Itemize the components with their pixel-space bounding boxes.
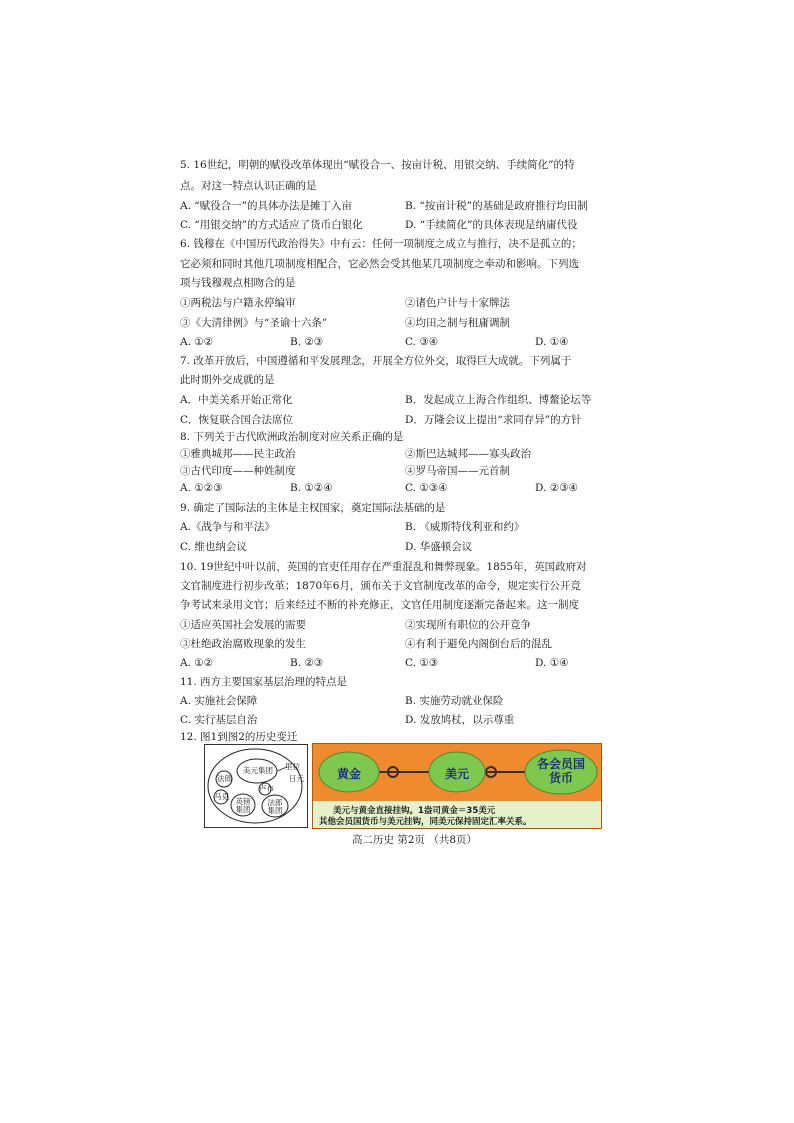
q9-option-c: C. 维也纳会议 — [180, 541, 247, 553]
q10-stem-line3: 争考试来录用文官；后来经过不断的补充修正，文官任用制度逐渐完备起来。这一制度 — [180, 599, 579, 611]
q9-option-d: D. 华盛顿会议 — [405, 541, 473, 553]
q6-item-2: ②诸色户计与十家牌法 — [405, 297, 510, 309]
q6-item-1: ①两税法与户籍永停编审 — [180, 297, 296, 309]
q5-stem-line1: 5. 16世纪，明朝的赋役改革体现出“赋役合一、按亩计税、用银交纳、手续简化”的特 — [180, 159, 575, 171]
q9-stem-line1: 9. 确定了国际法的主体是主权国家，奠定国际法基础的是 — [180, 502, 446, 514]
figure1-label-franc-bloc: 法郎集团 — [267, 798, 283, 815]
q6-option-c: C. ③④ — [405, 336, 439, 348]
q10-option-b: B. ②③ — [290, 657, 324, 669]
q9-option-a: A.《战争与和平法》 — [180, 521, 275, 533]
figure1-outer-ring — [208, 749, 302, 823]
figure1-currency-blocs — [204, 744, 308, 828]
q7-option-a: A．中美关系开始正常化 — [180, 394, 293, 406]
figure1-label-mark: 马克 — [214, 792, 229, 801]
q6-item-3: ③《大清律例》与“圣谕十六条” — [180, 317, 328, 329]
q5-option-c: C. “用银交纳”的方式适应了货币白银化 — [180, 219, 363, 231]
q7-option-b: B．发起成立上海合作组织、博鳌论坛等 — [405, 394, 592, 406]
q5-option-a: A. “赋役合一”的具体办法是摊丁入亩 — [180, 200, 352, 212]
q10-item-2: ②实现所有职位的公开竞争 — [405, 619, 531, 631]
q7-option-d: D．万隆会议上提出“求同存异”的方针 — [405, 414, 582, 426]
q7-option-c: C．恢复联合国合法席位 — [180, 414, 294, 426]
q8-stem-line1: 8. 下列关于古代欧洲政治制度对应关系正确的是 — [180, 431, 404, 443]
q8-item-1: ①雅典城邦——民主政治 — [180, 448, 296, 460]
figure1-label-gbp-bloc: 英镑集团 — [235, 797, 251, 814]
q6-stem-line2: 它必须和同时其他几项制度相配合，它必然会受其他某几项制度之牵动和影响。下列选 — [180, 258, 579, 270]
q8-option-d: D. ②③④ — [535, 482, 578, 494]
page-footer: 高二历史 第2页 （共8页） — [352, 834, 478, 846]
q8-option-a: A. ①②③ — [180, 482, 223, 494]
q6-option-a: A. ①② — [180, 336, 214, 348]
figure1-label-franc: 法郎 — [217, 774, 232, 783]
q10-stem-line1: 10. 19世纪中叶以前，英国的官吏任用存在严重混乱和舞弊现象。1855年，英国政府对 — [180, 561, 587, 573]
q11-option-c: C. 实行基层自治 — [180, 714, 258, 726]
q7-stem-line2: 此时期外交成就的是 — [180, 374, 275, 386]
figure1-label-usd: 美元集团 — [243, 766, 273, 775]
q11-stem-line1: 11. 西方主要国家基层治理的特点是 — [180, 676, 348, 688]
figure2-bretton-woods — [312, 743, 602, 829]
q7-stem-line1: 7. 改革开放后，中国遵循和平发展理念，开展全方位外交，取得巨大成就。下列属于 — [180, 355, 572, 367]
q10-item-3: ③杜绝政治腐败现象的发生 — [180, 638, 306, 650]
figure1-label-ruble: 卢布 — [259, 784, 274, 793]
figure1-label-yen: 日元 — [289, 774, 304, 783]
q9-option-b: B. 《威斯特伐利亚和约》 — [405, 521, 525, 533]
q6-item-4: ④均田之制与租庸调制 — [405, 317, 510, 329]
figure2-node-gold-label: 黄金 — [336, 767, 361, 781]
q6-option-d: D. ①④ — [535, 336, 569, 348]
q11-option-b: B. 实施劳动就业保险 — [405, 695, 504, 707]
q10-option-a: A. ①② — [180, 657, 214, 669]
q10-option-d: D. ①④ — [535, 657, 569, 669]
figure2-caption-line1: 美元与黄金直接挂钩。1盎司黄金＝35美元 — [333, 806, 496, 816]
q5-stem-line2: 点。对这一特点认识正确的是 — [180, 180, 317, 192]
q10-item-4: ④有利于避免内阁倒台后的混乱 — [405, 638, 552, 650]
q8-option-c: C. ①③④ — [405, 482, 448, 494]
q5-option-d: D. “手续简化”的具体表现是纳庸代役 — [405, 219, 578, 231]
q6-stem-line1: 6. 钱穆在《中国历代政治得失》中有云：任何一项制度之成立与推行，决不是孤立的； — [180, 238, 582, 250]
figure2-caption-line2: 其他会员国货币与美元挂钩，同美元保持固定汇率关系。 — [319, 817, 532, 827]
q8-item-2: ②斯巴达城邦——寡头政治 — [405, 448, 531, 460]
q6-stem-line3: 项与钱穆观点相吻合的是 — [180, 277, 296, 289]
q8-option-b: B. ①②④ — [290, 482, 333, 494]
q11-option-d: D. 发放鸠杖，以示尊重 — [405, 714, 515, 726]
q11-option-a: A. 实施社会保障 — [180, 695, 258, 707]
q10-item-1: ①适应英国社会发展的需要 — [180, 619, 306, 631]
q8-item-3: ③古代印度——种姓制度 — [180, 465, 296, 477]
q5-option-b: B. “按亩计税”的基础是政府推行均田制 — [405, 200, 588, 212]
q6-option-b: B. ②③ — [290, 336, 324, 348]
q10-stem-line2: 文官制度进行初步改革；1870年6月，颁布关于文官制度改革的命令，规定实行公开竞 — [180, 580, 581, 592]
figure1-label-lira: 里拉 — [285, 762, 300, 771]
q10-option-c: C. ①③ — [405, 657, 439, 669]
q8-item-4: ④罗马帝国——元首制 — [405, 465, 510, 477]
figure1-graphic — [205, 745, 307, 827]
q12-stem-line1: 12. 图1到图2的历史变迁 — [180, 731, 298, 743]
figure2-node-usd-label: 美元 — [444, 767, 469, 781]
figure2-node-members-label: 各会员国货币 — [536, 757, 585, 785]
